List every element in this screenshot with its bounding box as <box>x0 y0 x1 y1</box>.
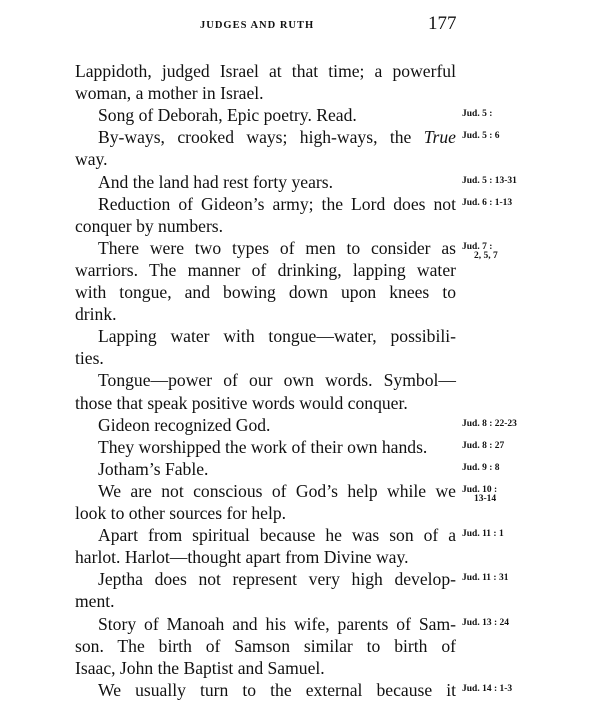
text-line: woman, a mother in Israel. <box>75 83 264 104</box>
text-line: Jeptha does not represent very high develop- <box>98 569 456 590</box>
reference-text: Jud. 11 : 1 <box>462 529 504 540</box>
page-number: 177 <box>428 13 457 34</box>
text-line: those that speak positive words would conquer. <box>75 392 408 413</box>
text-line: Story of Manoah and his wife, parents of Sam- <box>98 613 456 634</box>
margin-reference <box>462 110 492 119</box>
reference-text: Jud. 10 : <box>462 484 498 495</box>
margin-reference <box>462 619 509 628</box>
text-line: ties. <box>75 348 104 369</box>
text-line: Reduction of Gideon’s army; the Lord does not <box>98 193 456 214</box>
margin-reference <box>462 530 504 539</box>
text-line: And the land had rest forty years. <box>98 171 333 192</box>
reference-text: Jud. 11 : 31 <box>462 573 509 584</box>
reference-text: 2, 5, 7 <box>474 250 498 261</box>
margin-reference <box>462 442 504 451</box>
margin-reference <box>462 464 499 473</box>
reference-text: Jud. 5 : <box>462 109 493 120</box>
text-line: Isaac, John the Baptist and Samuel. <box>75 657 325 678</box>
reference-text: Jud. 5 : 13-31 <box>462 175 517 186</box>
margin-reference <box>462 486 497 504</box>
text-line: with tongue, and bowing down upon knees to <box>75 282 456 302</box>
text-line: Lapping water with tongue—water, possibili- <box>98 326 456 347</box>
text-line: harlot. Harlot—thought apart from Divine way. <box>75 547 409 568</box>
reference-text: Jud. 13 : 24 <box>462 617 509 628</box>
text-line: Tongue—power of our own words. Symbol— <box>98 370 456 391</box>
reference-text: Jud. 8 : 27 <box>462 440 505 451</box>
text-line: Song of Deborah, Epic poetry. Read. <box>98 105 357 126</box>
text-line: Apart from spiritual because he was son of a <box>98 525 456 546</box>
text-line: They worshipped the work of their own hands. <box>98 436 428 457</box>
margin-reference <box>462 420 517 429</box>
margin-reference <box>462 199 512 208</box>
text-line: son. The birth of Samson similar to birth of <box>75 635 456 656</box>
reference-text: Jud. 6 : 1-13 <box>462 197 513 208</box>
text-line: drink. <box>75 304 117 325</box>
reference-text: Jud. 7 : <box>462 241 493 252</box>
text-line: conquer by numbers. <box>75 215 224 236</box>
reference-text: Jud. 14 : 1-3 <box>462 683 513 694</box>
text-line: look to other sources for help. <box>75 503 287 523</box>
text-line: We usually turn to the external because it <box>98 679 456 700</box>
margin-reference <box>462 243 498 261</box>
margin-reference <box>462 685 512 694</box>
text-line: Lappidoth, judged Israel at that time; a powerful <box>75 61 456 81</box>
text-line: Jotham’s Fable. <box>98 458 209 479</box>
text-line: way. <box>75 149 108 170</box>
text-line: ment. <box>75 591 115 612</box>
reference-text: Jud. 5 : 6 <box>462 131 500 142</box>
reference-text: Jud. 9 : 8 <box>462 462 500 473</box>
margin-reference <box>462 132 499 141</box>
text-line: By-ways, crooked ways; high-ways, the True <box>98 127 456 148</box>
text-line: warriors. The manner of drinking, lapping water <box>75 259 456 280</box>
text-line: There were two types of men to consider as <box>98 237 456 258</box>
margin-reference <box>462 574 508 583</box>
text-line: Gideon recognized God. <box>98 414 271 435</box>
reference-text: Jud. 8 : 22-23 <box>462 418 517 429</box>
reference-text: 13-14 <box>474 493 497 504</box>
text-line: We are not conscious of God’s help while we <box>98 480 456 501</box>
running-title: JUDGES AND RUTH <box>200 20 315 31</box>
margin-reference <box>462 177 517 186</box>
